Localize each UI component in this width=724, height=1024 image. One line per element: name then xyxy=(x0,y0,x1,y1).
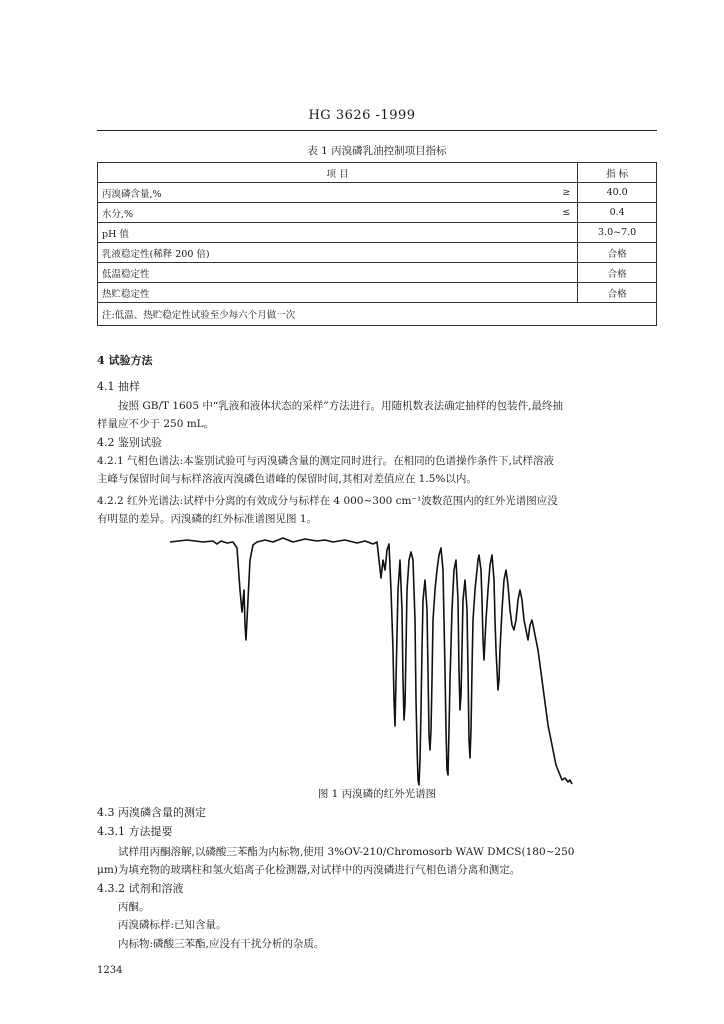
section-4-3-1-para-line1: 试样用丙酮溶解,以磷酸三苯酯为内标物,使用 3%OV-210/Chromosorb WAW DMCS(180~250 xyxy=(118,846,575,858)
section-4-2-2-para-line2: 有明显的差异。丙溴磷的红外标准谱图见图 1。 xyxy=(97,513,318,525)
table-note-row xyxy=(98,303,657,326)
figure-1-caption: 图 1 丙溴磷的红外光谱图 xyxy=(317,788,437,800)
table-cell-value: 合格 xyxy=(578,243,657,263)
table-cell-value: 合格 xyxy=(578,263,657,283)
table-cell-symbol xyxy=(555,223,578,243)
section-4-2-heading: 4.2 鉴别试验 xyxy=(97,436,162,449)
table-cell-value: 40.0 xyxy=(578,183,657,203)
section-4-3-heading: 4.3 丙溴磷含量的测定 xyxy=(97,806,206,819)
ir-spectrum-figure xyxy=(165,530,585,792)
reagent-acetone: 丙酮。 xyxy=(118,901,150,913)
table-row xyxy=(98,283,657,303)
table-cell-value: 合格 xyxy=(578,283,657,303)
section-4-1-para-line2: 样量应不少于 250 mL。 xyxy=(97,418,215,430)
table-cell-symbol: ≤ xyxy=(555,203,578,223)
table-cell-value: 0.4 xyxy=(578,203,657,223)
section-4-3-1-para-line2: μm)为填充物的玻璃柱和氢火焰离子化检测器,对试样中的丙溴磷进行气相色谱分离和测定。 xyxy=(97,864,521,876)
table-cell-item: 乳液稳定性(稀释 200 倍) xyxy=(98,243,556,263)
standard-number: HG 3626 -1999 xyxy=(308,108,416,123)
section-4-heading: 4 试验方法 xyxy=(97,354,153,367)
section-4-1-para-line1: 按照 GB/T 1605 中“乳液和液体状态的采样”方法进行。用随机数表法确定抽样的包装件,最终抽 xyxy=(118,400,563,412)
table-cell-item: 丙溴磷含量,% xyxy=(98,183,556,203)
section-4-3-1-heading: 4.3.1 方法提要 xyxy=(97,825,173,838)
page-number: 1234 xyxy=(97,965,123,976)
section-4-3-2-heading: 4.3.2 试剂和溶液 xyxy=(97,882,184,895)
table-cell-symbol: ≥ xyxy=(555,183,578,203)
table-note: 注:低温、热贮稳定性试验至少每六个月做一次 xyxy=(98,303,657,326)
section-4-1-heading: 4.1 抽样 xyxy=(97,380,140,393)
section-4-2-2-para-line1: 4.2.2 红外光谱法:试样中分离的有效成分与标样在 4 000~300 cm⁻¹波数范围内的红外光谱图应没 xyxy=(97,495,558,507)
table-cell-value: 3.0~7.0 xyxy=(578,223,657,243)
table-cell-item: pH 值 xyxy=(98,223,556,243)
table-cell-symbol xyxy=(555,243,578,263)
section-4-2-1-para-line1: 4.2.1 气相色谱法:本鉴别试验可与丙溴磷含量的测定同时进行。在相同的色谱操作条件下,试样溶液 xyxy=(97,455,554,467)
table-cell-item: 水分,% xyxy=(98,203,556,223)
reagent-internal-standard: 内标物:磷酸三苯酯,应没有干扰分析的杂质。 xyxy=(118,938,325,950)
table-cell-item: 低温稳定性 xyxy=(98,263,556,283)
table-cell-symbol xyxy=(555,283,578,303)
reagent-standard: 丙溴磷标样:已知含量。 xyxy=(118,919,227,931)
table-caption: 表 1 丙溴磷乳油控制项目指标 xyxy=(307,145,447,157)
table-header-item: 项 目 xyxy=(98,163,578,183)
table-row xyxy=(98,223,657,243)
spec-table xyxy=(97,162,657,326)
section-4-2-1-para-line2: 主峰与保留时间与标样溶液丙溴磷色谱峰的保留时间,其相对差值应在 1.5%以内。 xyxy=(97,473,477,485)
table-row xyxy=(98,263,657,283)
ir-spectrum-trace xyxy=(170,538,572,785)
table-cell-item: 热贮稳定性 xyxy=(98,283,556,303)
table-row xyxy=(98,243,657,263)
table-row xyxy=(98,183,657,203)
table-header-row xyxy=(98,163,657,183)
table-header-value: 指 标 xyxy=(578,163,657,183)
table-row xyxy=(98,203,657,223)
header-rule xyxy=(97,130,657,131)
table-cell-symbol xyxy=(555,263,578,283)
